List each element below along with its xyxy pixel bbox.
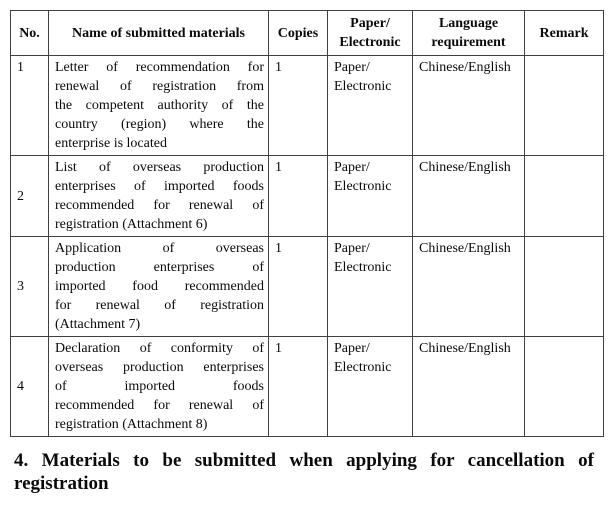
row-number: 3 (11, 237, 49, 337)
copies-cell: 1 (269, 56, 328, 156)
remark-cell (525, 237, 604, 337)
remark-cell (525, 337, 604, 437)
materials-table (10, 10, 604, 437)
col-header-language: Language requirement (413, 11, 525, 56)
copies-cell: 1 (269, 237, 328, 337)
format-cell: Paper/ Electronic (328, 56, 413, 156)
col-header-format: Paper/ Electronic (328, 11, 413, 56)
table-header-row (11, 11, 604, 56)
format-cell: Paper/ Electronic (328, 156, 413, 237)
col-header-copies: Copies (269, 11, 328, 56)
language-cell: Chinese/English (413, 156, 525, 237)
language-cell: Chinese/English (413, 337, 525, 437)
section-heading: 4. Materials to be submitted when applying for cancellation of registration (14, 450, 594, 494)
col-header-name: Name of submitted materials (49, 11, 269, 56)
table-row (11, 56, 604, 156)
table-row (11, 237, 604, 337)
table-row (11, 337, 604, 437)
format-cell: Paper/ Electronic (328, 237, 413, 337)
copies-cell: 1 (269, 156, 328, 237)
col-header-no: No. (11, 11, 49, 56)
material-name-cell: Declaration of conformity of overseas production enterprises of imported foods recommended for renewal of registration (Attachment 8) (49, 337, 269, 437)
material-name-cell: Application of overseas production enterprises of imported food recommended for renewal of registration (Attachment 7) (49, 237, 269, 337)
material-name-cell: List of overseas production enterprises of imported foods recommended for renewal of registration (Attachment 6) (49, 156, 269, 237)
row-number: 4 (11, 337, 49, 437)
remark-cell (525, 156, 604, 237)
language-cell: Chinese/English (413, 56, 525, 156)
row-number: 2 (11, 156, 49, 237)
remark-cell (525, 56, 604, 156)
copies-cell: 1 (269, 337, 328, 437)
row-number: 1 (11, 56, 49, 156)
col-header-remark: Remark (525, 11, 604, 56)
material-name-cell: Letter of recommendation for renewal of registration from the competent authority of the country (region) where the enterprise is located (49, 56, 269, 156)
format-cell: Paper/ Electronic (328, 337, 413, 437)
table-row (11, 156, 604, 237)
language-cell: Chinese/English (413, 237, 525, 337)
